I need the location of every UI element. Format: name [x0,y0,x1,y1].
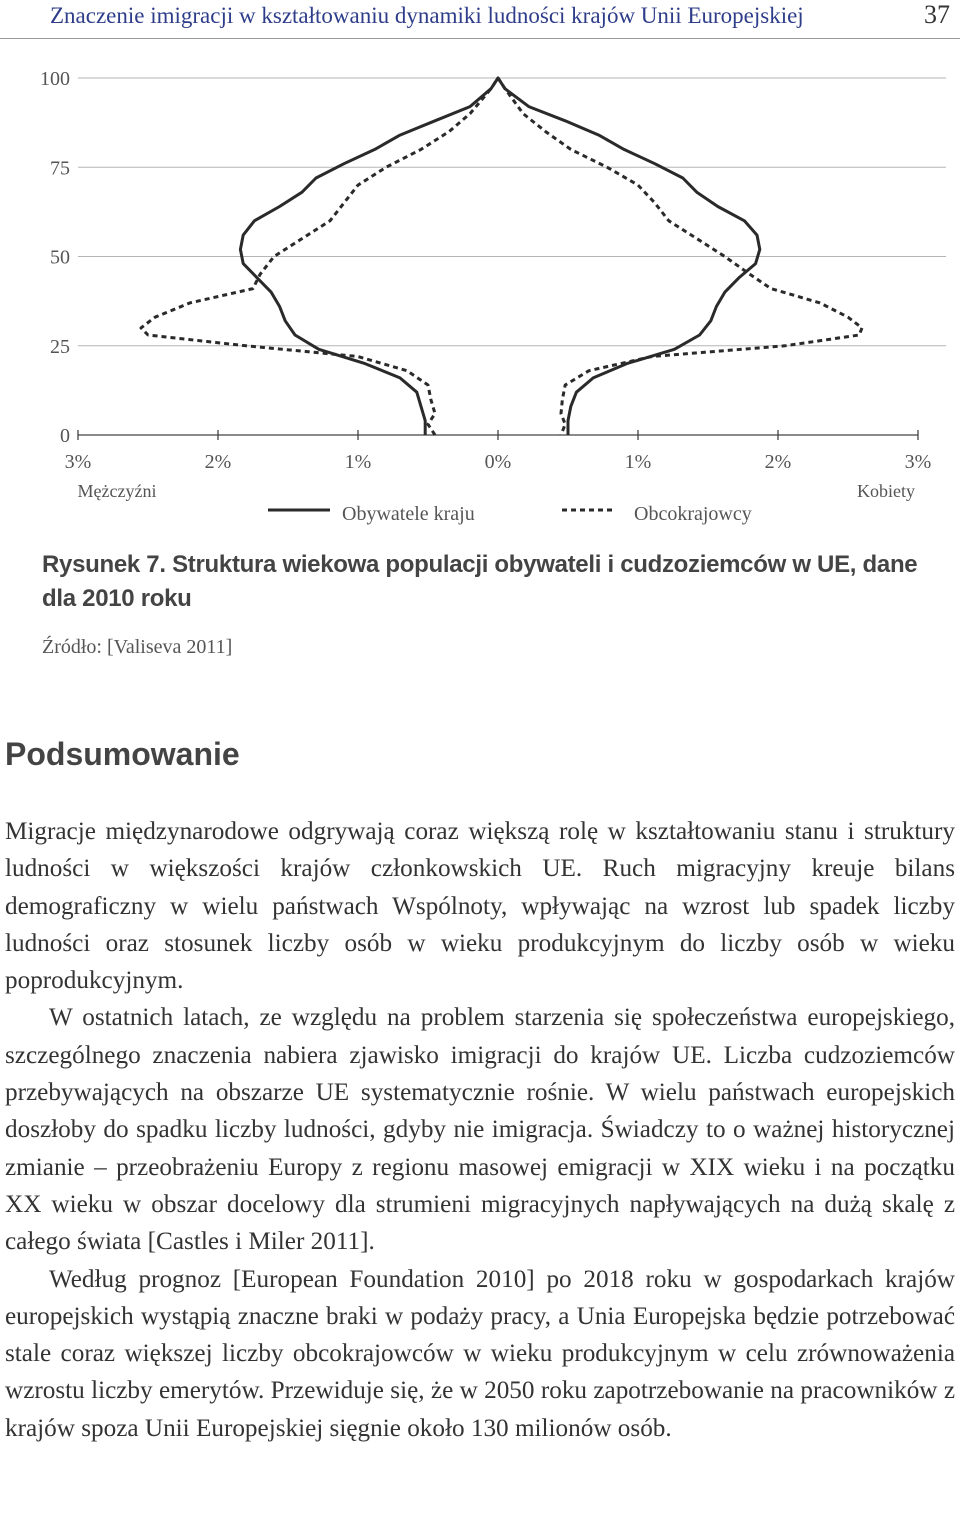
paragraph: Według prognoz [European Foundation 2010] po 2018 roku w gospodarkach krajów europejskich wystąpią znaczne braki w podaży pracy, a Unia Europejska będzie potrzebować stale coraz większej liczby obcokrajowców w wieku produkcyjnym w celu zrównoważenia wzrostu liczby emerytów. Przewiduje się, że w 2050 roku zapotrzebowanie na pracowników z krajów spoza Unii Europejskiej sięgnie około 130 milionów osób. [5,1265,955,1442]
section-heading: Podsumowanie [5,736,240,772]
x-tick-label: 3% [64,451,92,473]
x-tick-label: 0% [484,451,512,473]
left-side-label: Mężczyźni [77,481,157,501]
x-tick-label: 2% [204,451,232,473]
legend-label-foreigners: Obcokrajowcy [634,503,752,525]
x-tick-label: 2% [764,451,792,473]
paragraph: Migracje międzynarodowe odgrywają coraz większą rolę w kształtowaniu stanu i struktury ludności w większości krajów członkowskich UE. Ruch migracyjny kreuje bilans demograficzny w wielu państwach Wspólnoty, wpływając na wzrost lub spadek liczby ludności oraz stosunek liczby osób w wieku produkcyjnym do liczby osób w wieku poprodukcyjnym. [5,818,955,995]
legend [268,503,752,525]
body-text [5,813,955,1447]
header-rule [0,38,960,39]
y-tick-label: 25 [50,335,70,358]
x-tick-label: 1% [344,451,372,473]
figure-source: Źródło: [Valiseva 2011] [42,636,233,658]
population-pyramid-chart [0,45,960,535]
page-number: 37 [924,0,950,29]
paragraph: W ostatnich latach, ze względu na problem starzenia się społeczeństwa europejskiego, szczególnego znaczenia nabiera zjawisko imigracji do krajów UE. Liczba cudzoziemców przebywających na obszarze UE systematycznie rośnie. W wielu państwach europejskich doszłoby do spadku liczby ludności, gdyby nie imigracja. Świadczy to o ważnej historycznej zmianie – przeobrażeniu Europy z regionu masowej emigracji w XIX wieku i na początku XX wieku w obszar docelowy dla strumieni migracyjnych napływających na dużą skalę z całego świata [Castles i Miler 2011]. [5,1004,955,1256]
y-tick-label: 0 [60,425,70,447]
x-tick-label: 1% [624,451,652,473]
y-tick-label: 50 [50,246,70,269]
y-tick-label: 100 [40,68,70,90]
running-header-title: Znaczenie imigracji w kształtowaniu dynamiki ludności krajów Unii Europejskiej [50,3,804,28]
y-tick-label: 75 [50,157,70,180]
right-side-label: Kobiety [857,481,915,501]
running-header [0,0,960,40]
legend-label-citizens: Obywatele kraju [342,503,475,525]
x-tick-label: 3% [904,451,932,473]
figure-caption: Rysunek 7. Struktura wiekowa populacji obywateli i cudzoziemców w UE, dane dla 2010 roku [42,551,918,612]
